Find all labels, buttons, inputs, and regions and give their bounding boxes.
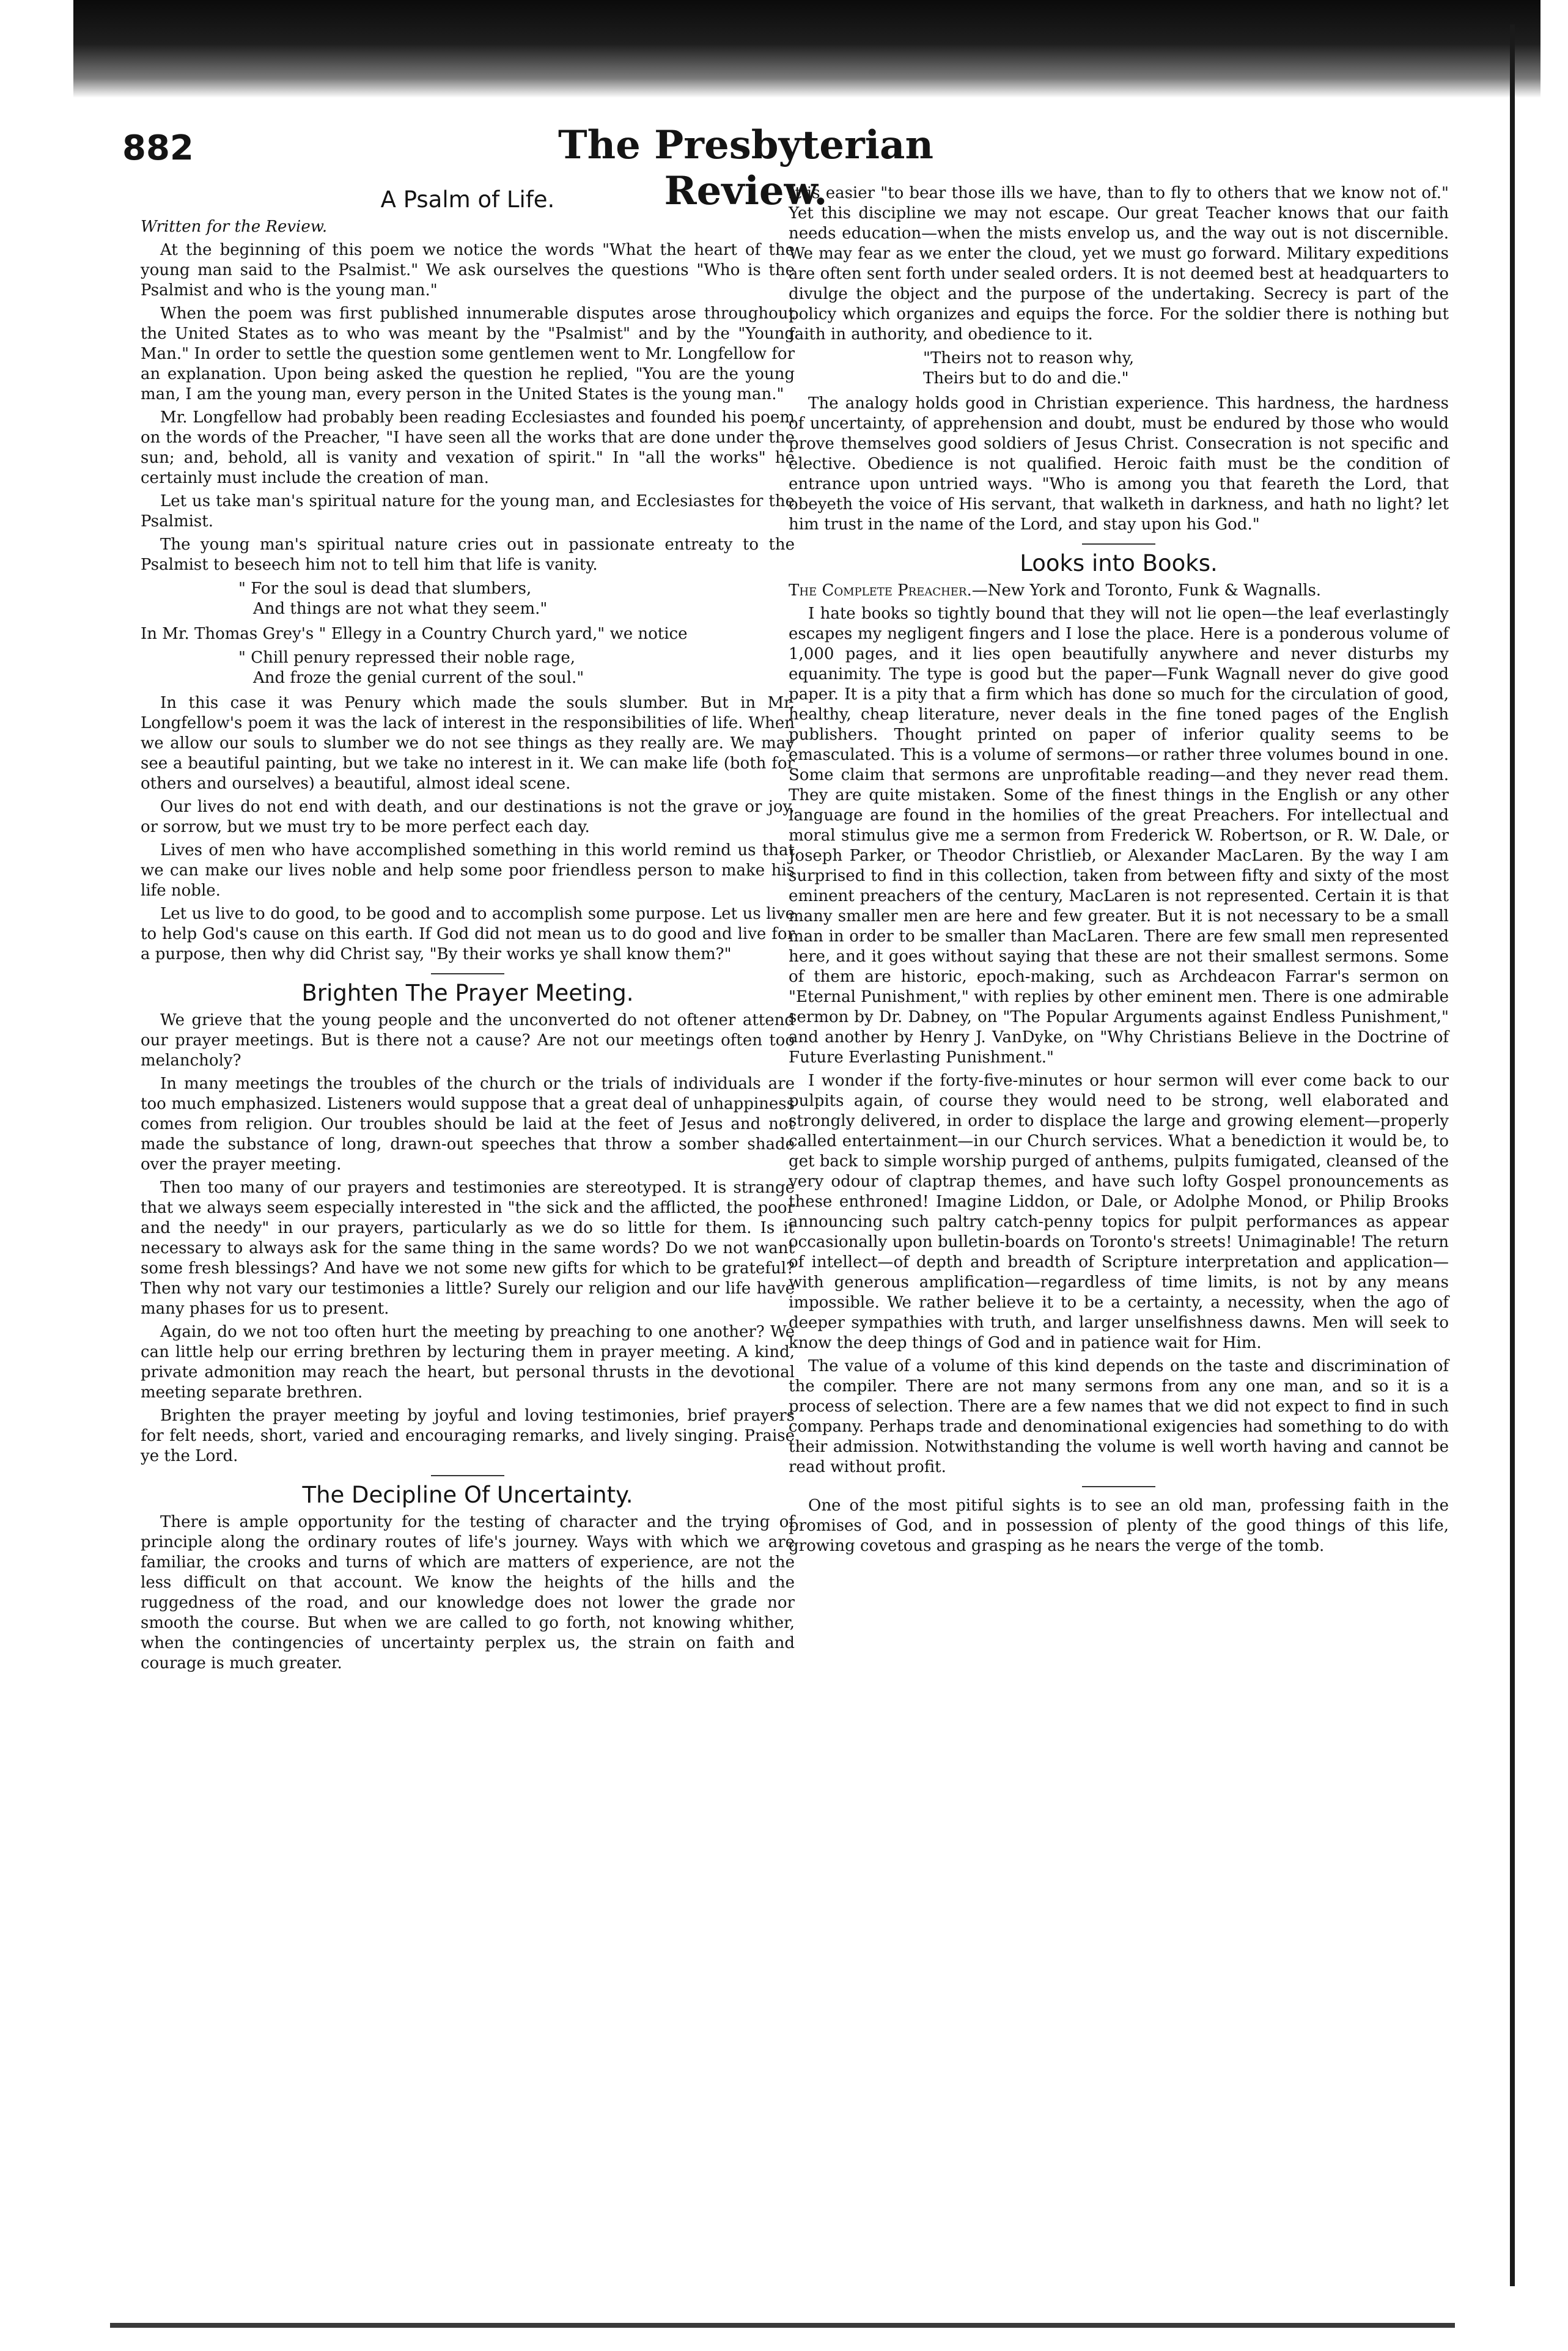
article-looks-into-books [789,550,1449,1477]
paragraph: I hate books so tightly bound that they will not lie open—the leaf everlastingly escapes my negligent fingers and I lose the place. Here is a ponderous volume of 1,000 pages, and it lies open beautifully anywhere and never disturbs my equanimity. The type is good but the paper—Funk Wagnall never do give good paper. It is a pity that a firm which has done so much for the circulation of good, healthy, cheap literature, never deals in the fine toned pages of the English publishers. Thought printed on paper of inferior quality seems to be emasculated. This is a volume of sermons—or rather three volumes bound in one. Some claim that sermons are unprofitable reading—and they never read them. They are quite mistaken. Some of the finest things in the English or any other language are found in the homilies of the great Preachers. For intellectual and moral stimulus give me a sermon from Frederick W. Robertson, or R. W. Dale, or Joseph Parker, or Theodor Christlieb, or Alexander MacLaren. By the way I am surprised to find in this collection, taken from between fifty and sixty of the most eminent preachers of the century, MacLaren is not represented. Certain it is that many smaller men are here and few greater. But it is not necessary to be a small man in order to be smaller than MacLaren. There are few small men represented here, and it goes without saying that these are not their smallest sermons. Some of them are historic, epoch-making, such as Archdeacon Farrar's sermon on "Eternal Punishment," with replies by other eminent men. There is one admirable sermon by Dr. Dabney, on "The Popular Arguments against Endless Punishment," and another by Henry J. VanDyke, on "Why Christians Believe in the Doctrine of Future Everlasting Punishment." [789,605,1449,1067]
section-divider [431,1475,504,1476]
byline: Written for the Review. [141,218,328,236]
article-title: Looks into Books. [1020,550,1218,576]
paragraph: We grieve that the young people and the unconverted do not oftener attend our prayer meetings. But is there not a cause? Are not our meetings often too melancholy? [141,1011,795,1070]
verse-line: Theirs but to do and die." [923,369,1129,388]
article-title: The Decipline Of Uncertainty. [302,1482,633,1508]
paragraph: It is easier "to bear those ills we have, than to fly to others that we know not of." Yet this discipline we may not escape. Our great Teacher knows that our faith needs education—when the mists envelop us, and the way out is not discernible. We may fear as we enter the cloud, yet we must go forward. Military expeditions are often sent forth under sealed orders. It is not deemed best at headquarters to divulge the object and the purpose of the undertaking. Secrecy is part of the policy which organizes and equips the force. For the soldier there is nothing but faith in authority, and obedience to it. [789,184,1449,344]
paragraph: At the beginning of this poem we notice the words "What the heart of the young man said to the Psalmist." We ask ourselves the questions "Who is the Psalmist and who is the young man." [141,241,795,300]
paragraph: The analogy holds good in Christian experience. This hardness, the hardness of uncertainty, of apprehension and doubt, must be endured by those who would prove themselves good soldiers of Jesus Christ. Consecration is not specific and elective. Obedience is not qualified. Heroic faith must be the condition of entrance upon untried ways. "Who is among you that feareth the Lord, that obeyeth the voice of His servant, that walketh in darkness, and hath no light? let him trust in the name of the Lord, and stay upon his God." [789,394,1449,534]
right-column [789,183,1449,1559]
paragraph: I wonder if the forty-five-minutes or hour sermon will ever come back to our pulpits again, of course they would need to be strong, well elaborated and strongly delivered, in order to displace the large and growing element—properly called entertainment—in our Church services. What a benediction it would be, to get back to simple worship purged of anthems, pulpits fumigated, cleansed of the very odour of claptrap themes, and have such lofty Gospel pronouncements as these enthroned! Imagine Liddon, or Dale, or Adolphe Monod, or Philip Brooks announcing such paltry catch-penny topics for pulpit performances as appear occasionally upon bulletin-boards on Toronto's streets! Unimaginable! The return of intellect—of depth and breadth of Scripture interpretation and application—with generous amplification—regardless of time limits, is not by any means impossible. We rather believe it to be a certainty, a necessity, when the ago of deeper sympathies with truth, and larger unselfishness dawns. Men will seek to know the deep things of God and in patience wait for Him. [789,1072,1449,1352]
article-uncertainty-continued [789,183,1449,535]
closing-paragraph: One of the most pitiful sights is to see an old man, professing faith in the promises of God, and in possession of plenty of the good things of this life, growing covetous and grasping as he nears the verge of the tomb. [789,1496,1449,1555]
paragraph: Let us take man's spiritual nature for the young man, and Ecclesiastes for the Psalmist. [141,492,795,531]
verse-quote [238,648,795,688]
paragraph: Again, do we not too often hurt the meeting by preaching to one another? We can little help our erring brethren by lecturing them in prayer meeting. A kind, private admonition may reach the heart, but personal thrusts in the devotional meeting separate brethren. [141,1323,795,1402]
verse-quote [923,348,1449,389]
verse-line: "Theirs not to reason why, [923,349,1135,367]
paragraph: Brighten the prayer meeting by joyful and loving testimonies, brief prayers for felt needs, short, varied and encouraging remarks, and lively singing. Praise ye the Lord. [141,1407,795,1465]
scan-edge-top [73,0,1540,98]
section-divider [431,973,504,974]
paragraph: Our lives do not end with death, and our destinations is not the grave or joy, or sorrow, but we must try to be more perfect each day. [141,798,795,836]
verse-line: And froze the genial current of the soul." [253,669,584,687]
paragraph: The value of a volume of this kind depends on the taste and discrimination of the compiler. There are not many sermons from any one man, and so it is a process of selection. There are a few names that we did not expect to find in such company. Perhaps trade and denominational exigencies had something to do with their admission. Notwithstanding the volume is well worth having and cannot be read without profit. [789,1357,1449,1476]
paragraph: There is ample opportunity for the testing of character and the trying of principle along the ordinary routes of life's journey. Ways with which we are familiar, the crooks and turns of which are matters of experience, are not the less difficult on that account. We know the heights of the hills and the ruggedness of the road, and our knowledge does not lower the grade nor smooth the course. But when we are called to go forth, not knowing whither, when the contingencies of uncertainty perplex us, the strain on faith and courage is much greater. [141,1513,795,1672]
article-title: Brighten The Prayer Meeting. [301,980,634,1006]
verse-line: And things are not what they seem." [253,600,548,618]
book-publisher: —New York and Toronto, Funk & Wagnalls. [971,581,1322,600]
section-divider [1082,1486,1155,1487]
verse-line: " Chill penury repressed their noble rage, [238,649,576,667]
masthead-title: The Presbyterian Review. [558,122,933,214]
page-number: 882 [122,128,194,168]
article-psalm-of-life [141,186,795,965]
paragraph: Let us live to do good, to be good and to accomplish some purpose. Let us live to help God's cause on this earth. If God did not mean us to do good and live for a purpose, then why did Christ say, "By their works ye shall know them?" [141,905,795,963]
article-prayer-meeting [141,980,795,1466]
paragraph: In many meetings the troubles of the church or the trials of individuals are too much emphasized. Listeners would suppose that a great deal of unhappiness comes from religion. Our troubles should be laid at the feet of Jesus and not made the substance of long, drawn-out speeches that throw a somber shade over the prayer meeting. [141,1075,795,1174]
scan-edge-right [1510,24,1515,2286]
paragraph: Lives of men who have accomplished something in this world remind us that we can make our lives noble and help some poor friendless person to make his life noble. [141,841,795,900]
paragraph: The young man's spiritual nature cries out in passionate entreaty to the Psalmist to beseech him not to tell him that life is vanity. [141,535,795,574]
verse-line: " For the soul is dead that slumbers, [238,579,532,598]
article-uncertainty [141,1482,795,1674]
paragraph: Then too many of our prayers and testimonies are stereotyped. It is strange that we always seem especially interested in "the sick and the afflicted, the poor and the needy" in our prayers, particularly as we do so little for them. Is it necessary to always ask for the same thing in the same words? Do we not want some fresh blessings? And have we not some new gifts for which to be grateful? Then why not vary our testimonies a little? Surely our religion and our life have many phases for us to present. [141,1179,795,1318]
book-title: The Complete Preacher. [789,581,972,600]
verse-quote [238,579,795,619]
paragraph: Mr. Longfellow had probably been reading Ecclesiastes and founded his poem on the words of the Preacher, "I have seen all the works that are done under the sun; and, behold, all is vanity and vexation of spirit." In "all the works" he certainly must include the creation of man. [141,408,795,487]
paragraph: In Mr. Thomas Grey's " Ellegy in a Country Church yard," we notice [141,625,688,643]
paragraph: In this case it was Penury which made the souls slumber. But in Mr. Longfellow's poem it was the lack of interest in the responsibilities of life. When we allow our souls to slumber we do not see things as they really are. We may see a beautiful painting, but we take no interest in it. We can make life (both for others and ourselves) a beautiful, almost ideal scene. [141,694,795,793]
scan-edge-bottom [110,2323,1455,2328]
article-title: A Psalm of Life. [380,186,555,213]
paragraph: When the poem was first published innumerable disputes arose throughout the United States as to who was meant by the "Psalmist" and by the "Young Man." In order to settle the question some gentlemen went to Mr. Longfellow for an explanation. Upon being asked the question he replied, "You are the young man, I am the young man, every person in the United States is the young man." [141,304,795,403]
section-divider [1082,543,1155,545]
left-column [141,183,795,1677]
book-heading [789,581,1449,601]
